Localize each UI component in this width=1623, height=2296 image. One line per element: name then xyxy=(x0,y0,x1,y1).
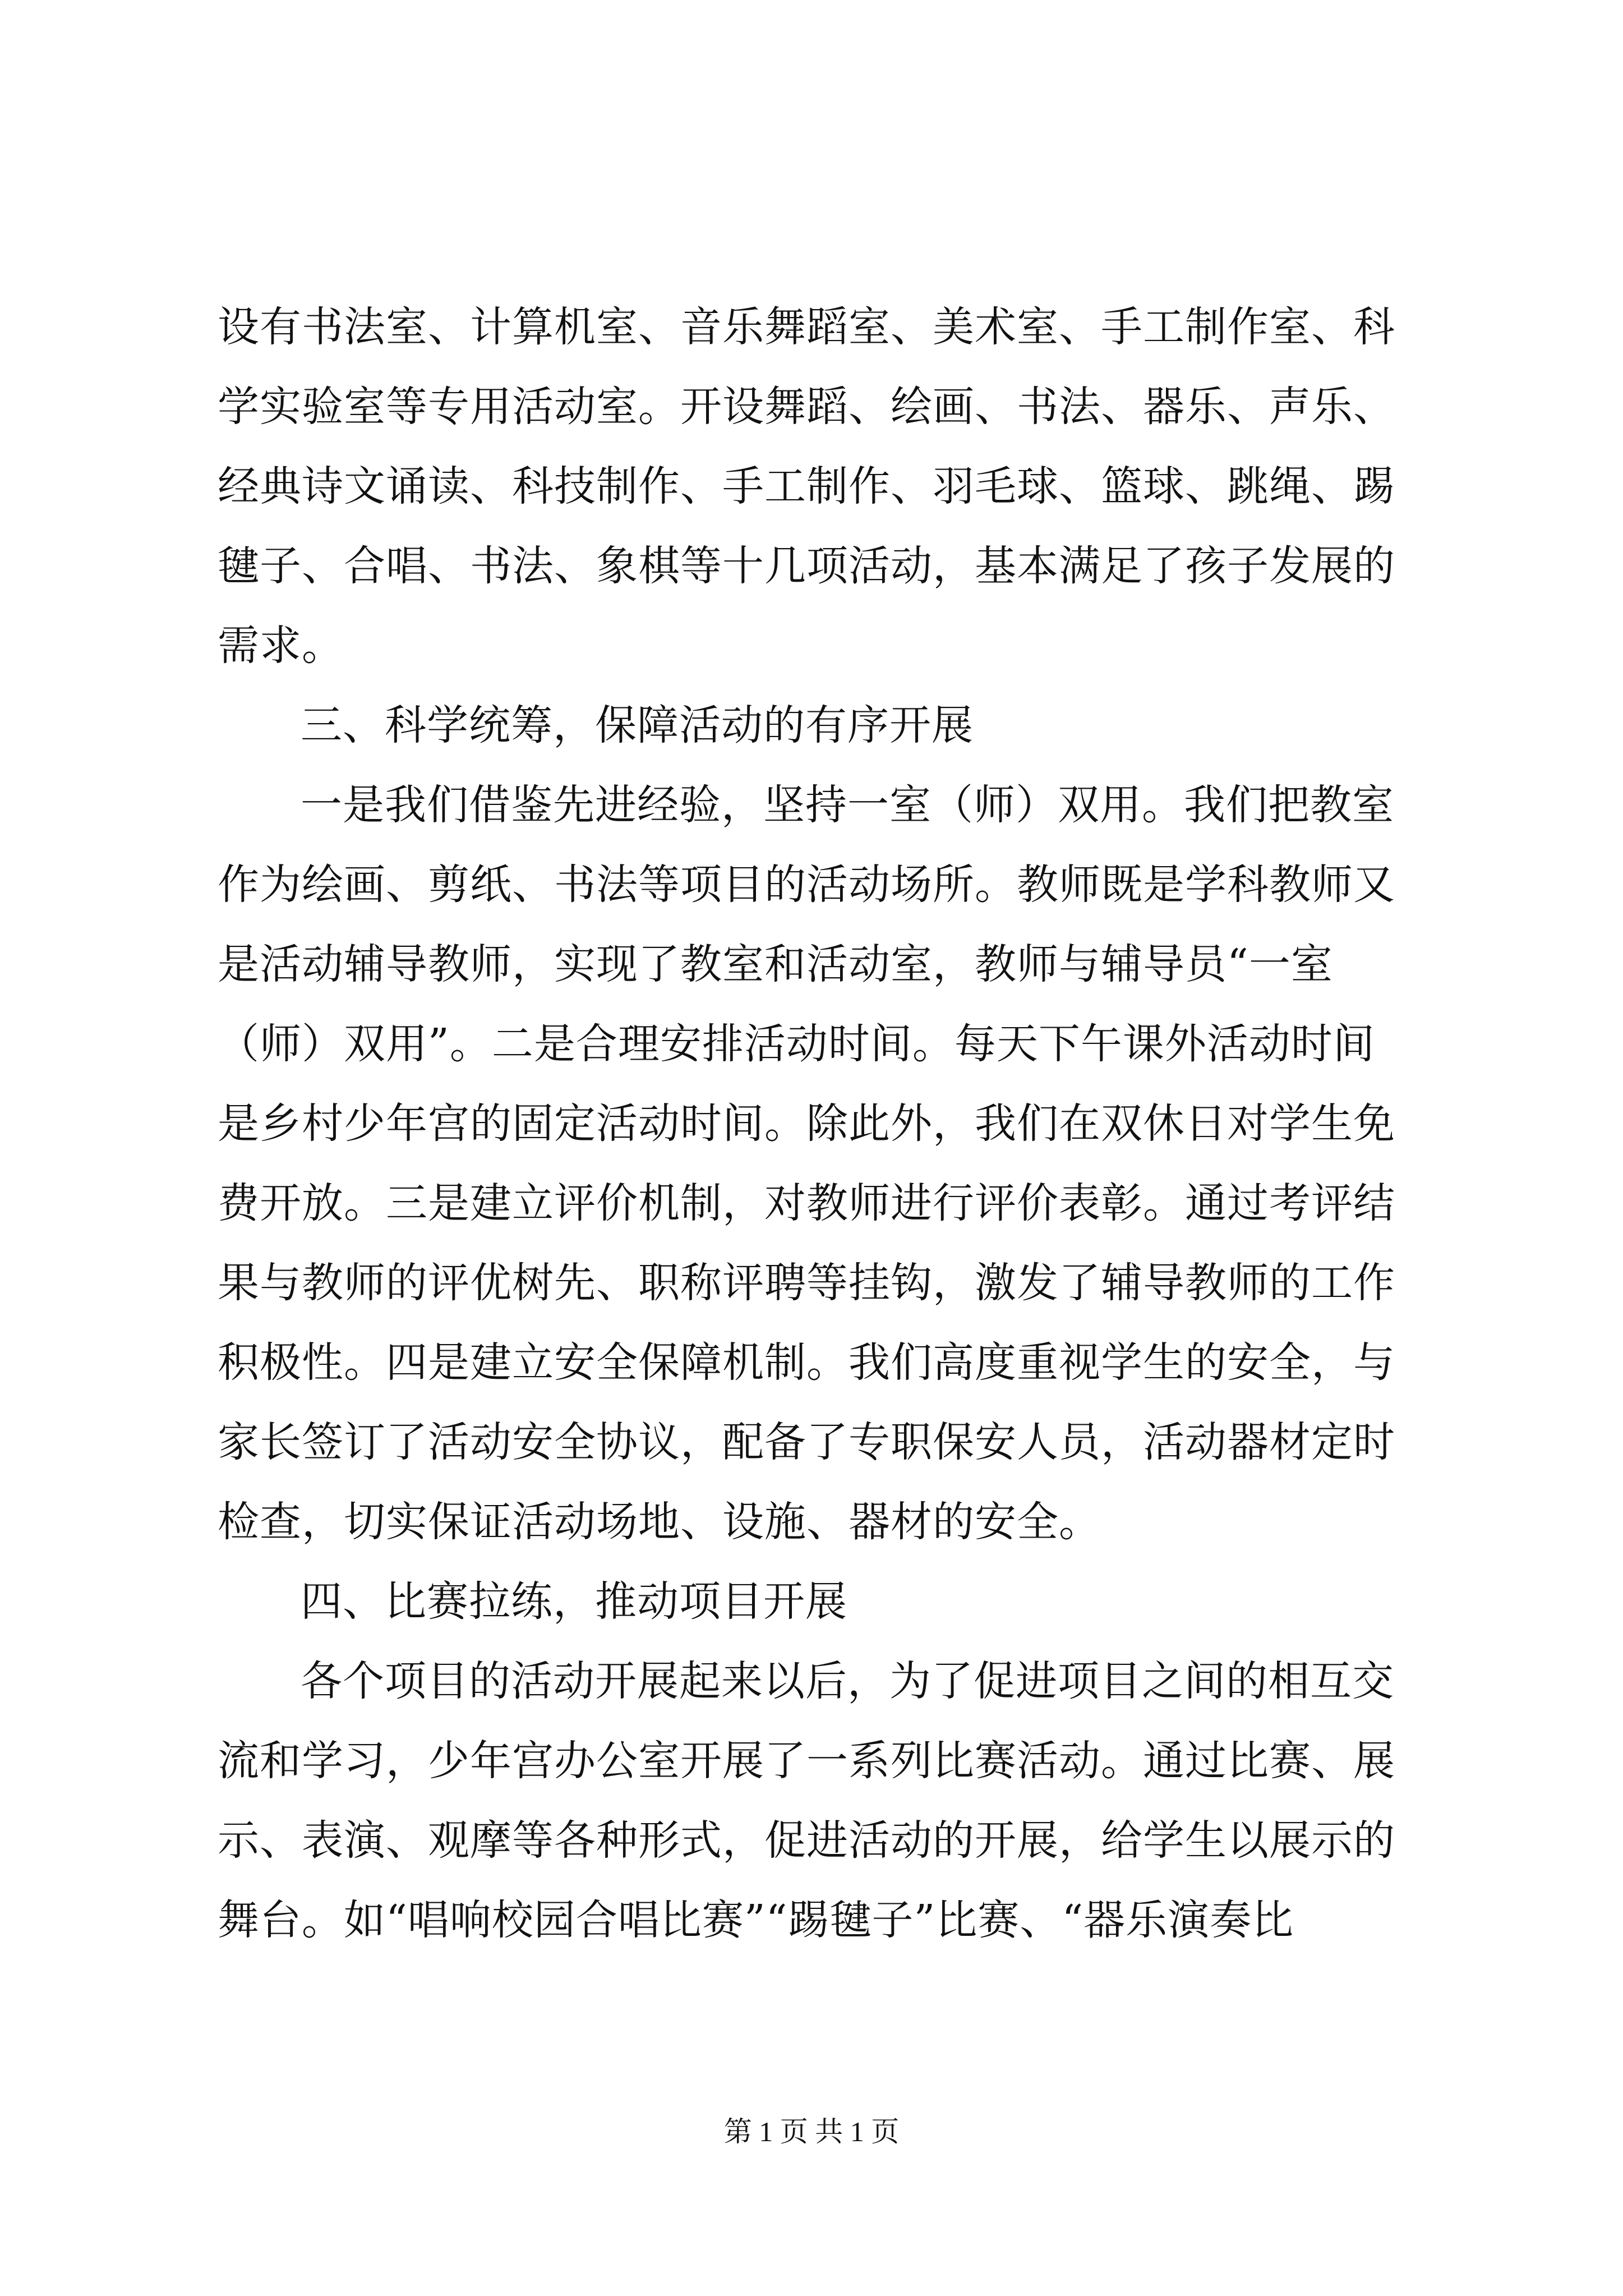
text-line: 家长签订了活动安全协议，配备了专职保安人员，活动器材定时 xyxy=(218,1418,1395,1466)
page-footer: 第 1 页 共 1 页 xyxy=(723,2116,900,2147)
text-line: 是乡村少年宫的固定活动时间。除此外，我们在双休日对学生免 xyxy=(218,1099,1395,1148)
text-line: 学实验室等专用活动室。开设舞蹈、绘画、书法、器乐、声乐、 xyxy=(218,383,1395,431)
text-line: 检查，切实保证活动场地、设施、器材的安全。 xyxy=(218,1498,1101,1546)
text-line: 经典诗文诵读、科技制作、手工制作、羽毛球、篮球、跳绳、踢 xyxy=(218,462,1395,510)
text-line: 各个项目的活动开展起来以后，为了促进项目之间的相互交 xyxy=(301,1657,1394,1705)
text-line: 费开放。三是建立评价机制，对教师进行评价表彰。通过考评结 xyxy=(218,1179,1395,1227)
text-line: 一是我们借鉴先进经验，坚持一室（师）双用。我们把教室 xyxy=(301,781,1394,829)
section-heading-3: 三、科学统筹，保障活动的有序开展 xyxy=(301,701,974,749)
text-line: 果与教师的评优树先、职称评聘等挂钩，激发了辅导教师的工作 xyxy=(218,1259,1395,1307)
text-line: 积极性。四是建立安全保障机制。我们高度重视学生的安全，与 xyxy=(218,1338,1395,1387)
text-line: 示、表演、观摩等各种形式，促进活动的开展，给学生以展示的 xyxy=(218,1816,1395,1865)
text-line: 需求。 xyxy=(218,622,344,670)
text-line: 毽子、合唱、书法、象棋等十几项活动，基本满足了孩子发展的 xyxy=(218,542,1395,590)
text-line: 舞台。如“唱响校园合唱比赛”“踢毽子”比赛、“器乐演奏比 xyxy=(218,1896,1294,1944)
text-line: 是活动辅导教师，实现了教室和活动室，教师与辅导员“一室 xyxy=(218,940,1333,988)
text-line: 流和学习，少年宫办公室开展了一系列比赛活动。通过比赛、展 xyxy=(218,1737,1395,1785)
text-line: （师）双用”。二是合理安排活动时间。每天下午课外活动时间 xyxy=(218,1020,1375,1068)
section-heading-4: 四、比赛拉练，推动项目开展 xyxy=(301,1577,847,1626)
body-text xyxy=(218,287,1418,1960)
text-line: 设有书法室、计算机室、音乐舞蹈室、美术室、手工制作室、科 xyxy=(218,303,1395,351)
text-line: 作为绘画、剪纸、书法等项目的活动场所。教师既是学科教师又 xyxy=(218,861,1395,909)
